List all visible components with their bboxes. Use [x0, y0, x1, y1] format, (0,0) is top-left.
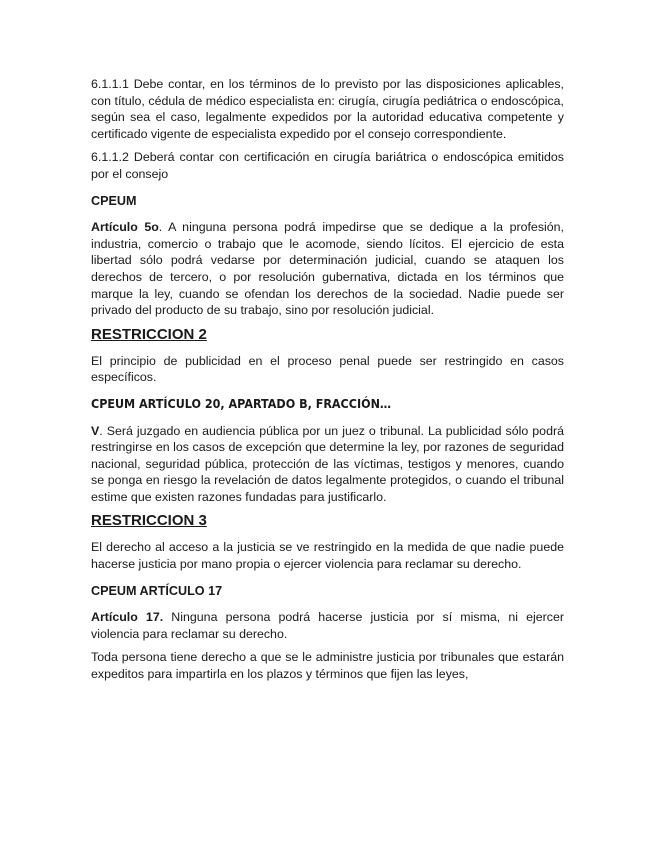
paragraph-fraccion-v	[91, 423, 564, 506]
fraccion-v-label: V	[91, 423, 100, 438]
paragraph-restriccion-2: El principio de publicidad en el proceso penal puede ser restringido en casos específicos.	[91, 353, 564, 385]
paragraph-6-1-1-1: 6.1.1.1 Debe contar, en los términos de lo previsto por las disposiciones aplicables, con título, cédula de médico especialista en: cirugía, cirugía pediátrica o endoscópica, según sea el caso, legalmente expedidos por la autoridad educativa competente y certificado vigente de especialista expedido por el consejo correspondiente.	[91, 77, 564, 141]
heading-restriccion-2: RESTRICCION 2	[91, 325, 207, 343]
paragraph-6-1-1-2: 6.1.1.2 Deberá contar con certificación en cirugía bariátrica o endoscópica emitidos por el consejo	[91, 150, 564, 181]
heading-cpeum: CPEUM	[91, 193, 137, 208]
articulo-17-label: Artículo 17.	[91, 610, 164, 625]
document-page	[91, 76, 564, 690]
articulo-5-text: . A ninguna persona podrá impedirse que se dedique a la profesión, industria, comercio o trabajo que le acomode, siendo lícitos. El ejercicio de esta libertad sólo podrá vedarse por determinación judicial, cuando se ataquen los derechos de tercero, o por resolución gubernativa, dictada en los términos que marque la ley, cuando se ofendan los derechos de la sociedad. Nadie puede ser privado del producto de su trabajo, sino por resolución judicial.	[91, 220, 564, 318]
articulo-5-label: Artículo 5o	[91, 220, 159, 235]
paragraph-restriccion-3: El derecho al acceso a la justicia se ve restringido en la medida de que nadie puede hacerse justicia por mano propia o ejercer violencia para reclamar su derecho.	[91, 540, 564, 572]
heading-restriccion-3: RESTRICCION 3	[91, 512, 207, 530]
paragraph-articulo-17	[91, 609, 564, 642]
fraccion-v-text: . Será juzgado en audiencia pública por un juez o tribunal. La publicidad sólo podrá restringirse en los casos de excepción que determine la ley, por razones de seguridad nacional, seguridad pública, protección de las víctimas, testigos y menores, cuando se ponga en riesgo la revelación de datos legalmente protegidos, o cuando el tribunal estime que existen razones fundadas para justificarlo.	[91, 423, 564, 504]
paragraph-toda-persona: Toda persona tiene derecho a que se le administre justicia por tribunales que estarán expeditos para impartirla en los plazos y términos que fijen las leyes,	[91, 650, 564, 682]
heading-articulo-17: CPEUM ARTÍCULO 17	[91, 583, 223, 598]
heading-articulo-20: CPEUM ARTÍCULO 20, APARTADO B, FRACCIÓN…	[91, 396, 392, 411]
articulo-17-text: Ninguna persona podrá hacerse justicia por sí misma, ni ejercer violencia para reclamar su derecho.	[91, 610, 564, 641]
paragraph-articulo-5	[91, 219, 564, 319]
